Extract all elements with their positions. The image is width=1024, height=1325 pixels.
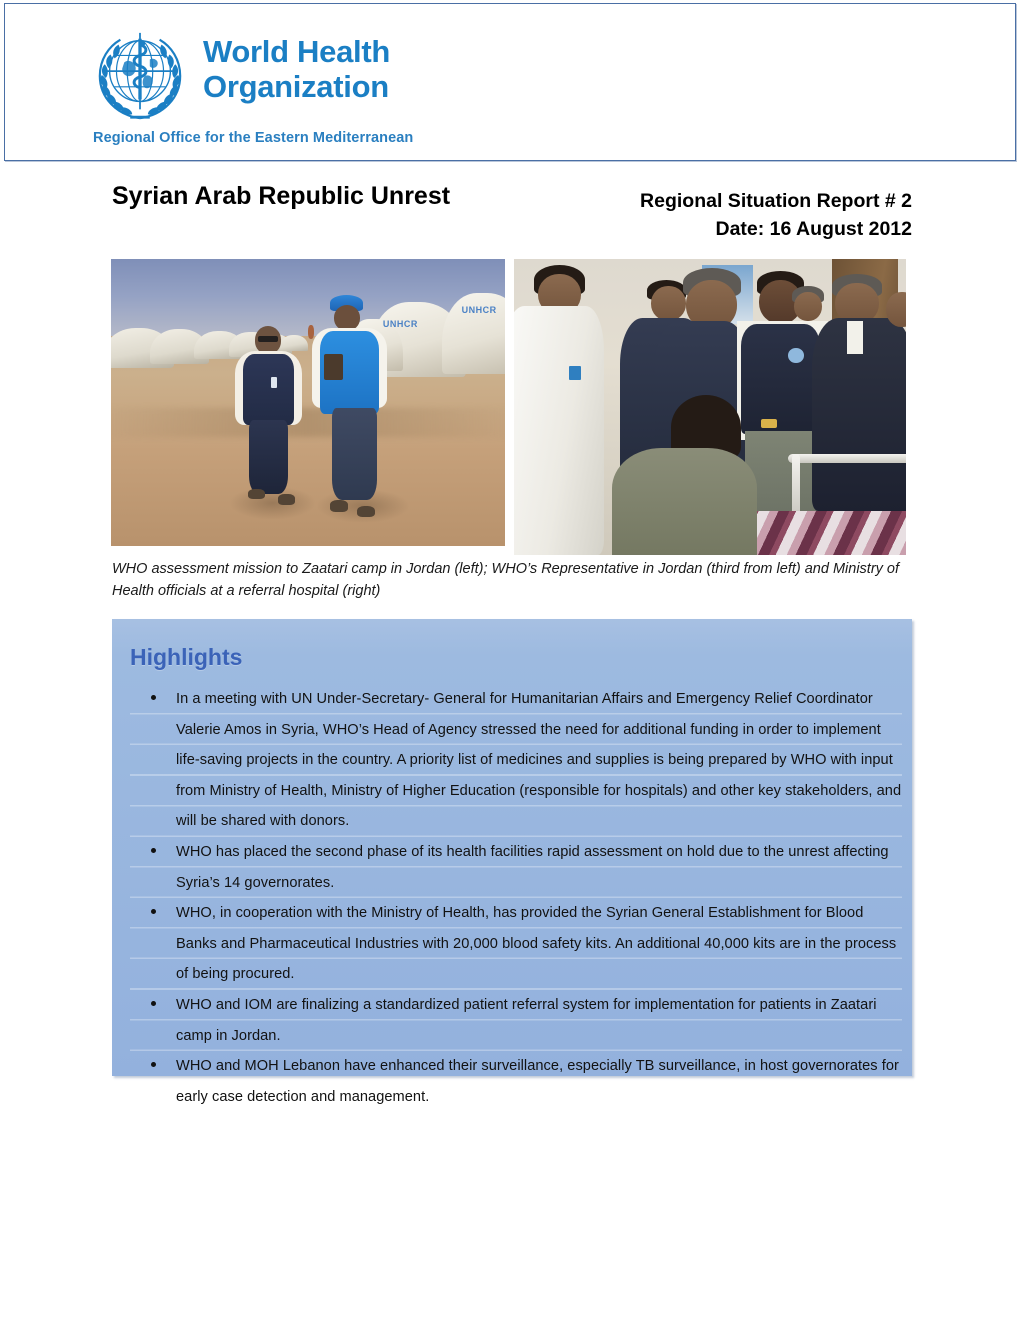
list-item-text: WHO and IOM are finalizing a standardized patient referral system for implementation for patients in Zaatari camp in Jordan. [176,996,877,1044]
regional-office-subtitle: Regional Office for the Eastern Mediterranean [93,130,414,146]
highlights-panel [112,619,912,1105]
unhcr-logo-text: UNHCR [461,304,497,315]
person-head [886,292,906,328]
sunglasses [258,336,278,342]
list-item-text: WHO and MOH Lebanon have enhanced their surveillance, especially TB surveillance, in host governorates for early case detection and management. [176,1058,899,1105]
who-wordmark-line1: World Health [203,34,391,69]
list-item-text: WHO has placed the second phase of its health facilities rapid assessment on hold due to the unrest affecting Syria’s 14 governorates. [176,843,889,891]
bed-blanket [741,511,906,555]
who-wordmark-line2: Organization [203,68,389,104]
unhcr-logo-text: UNHCR [382,319,418,330]
highlights-list [130,684,902,1112]
list-item [130,898,902,990]
title-row [112,182,912,242]
shoe [248,489,265,499]
highlights-heading: Highlights [130,644,243,670]
shoe [357,506,375,517]
sand-streak [111,408,505,437]
shoe [330,500,348,511]
held-object [324,354,344,380]
page-title: Syrian Arab Republic Unrest [112,182,451,210]
who-vest-logo [788,348,804,363]
header-banner [4,3,1016,161]
bullet-icon [151,1062,156,1067]
list-item [130,684,902,837]
list-item-text: WHO, in cooperation with the Ministry of Health, has provided the Syrian General Establishment for Blood Banks and Pharmaceutical Industries with 20,000 blood safety kits. An additional 40,000 kits are in the process of being procured. [176,905,897,983]
list-item [130,1051,902,1112]
list-item [130,837,902,898]
tent [280,335,308,351]
person-legs [249,420,288,495]
list-item-text: In a meeting with UN Under-Secretary- General for Humanitarian Affairs and Emergency Relief Coordinator Valerie Amos in Syria, WHO’s Head of Agency stressed the need for additional funding in order to implement life-saving projects in the country. A priority list of medicines and supplies is being prepared by WHO with input from Ministry of Health, Ministry of Higher Education (responsible for hospitals) and other key stakeholders, and will be shared with donors. [176,691,902,830]
list-item [130,990,902,1051]
bullet-icon [151,848,156,853]
shoe [278,494,295,504]
who-logo [91,27,390,125]
who-wordmark [203,35,390,104]
coat-badge [569,366,581,381]
photo-referral-hospital [514,259,906,555]
photo-zaatari-camp [111,259,505,546]
bullet-icon [151,1001,156,1006]
photo-caption: WHO assessment mission to Zaatari camp in Jordan (left); WHO’s Representative in Jordan (third from left) and Ministry of Health officials at a referral hospital (right) [112,561,900,600]
person-vest [243,354,294,426]
bullet-icon [151,909,156,914]
report-date: Date: 16 August 2012 [715,218,912,241]
who-emblem-icon [91,27,189,125]
report-number: Regional Situation Report # 2 [640,190,912,212]
person-legs [332,408,377,500]
who-vest [741,324,819,434]
patient-back [612,448,757,555]
id-badge [271,377,277,388]
person-head [794,292,821,322]
report-meta [640,187,912,244]
white-coat [514,306,604,555]
person-head [651,286,686,322]
bed-rail [788,454,906,463]
wristwatch [761,419,777,428]
person-head [334,305,361,331]
bullet-icon [151,695,156,700]
person-shirt [847,321,863,354]
